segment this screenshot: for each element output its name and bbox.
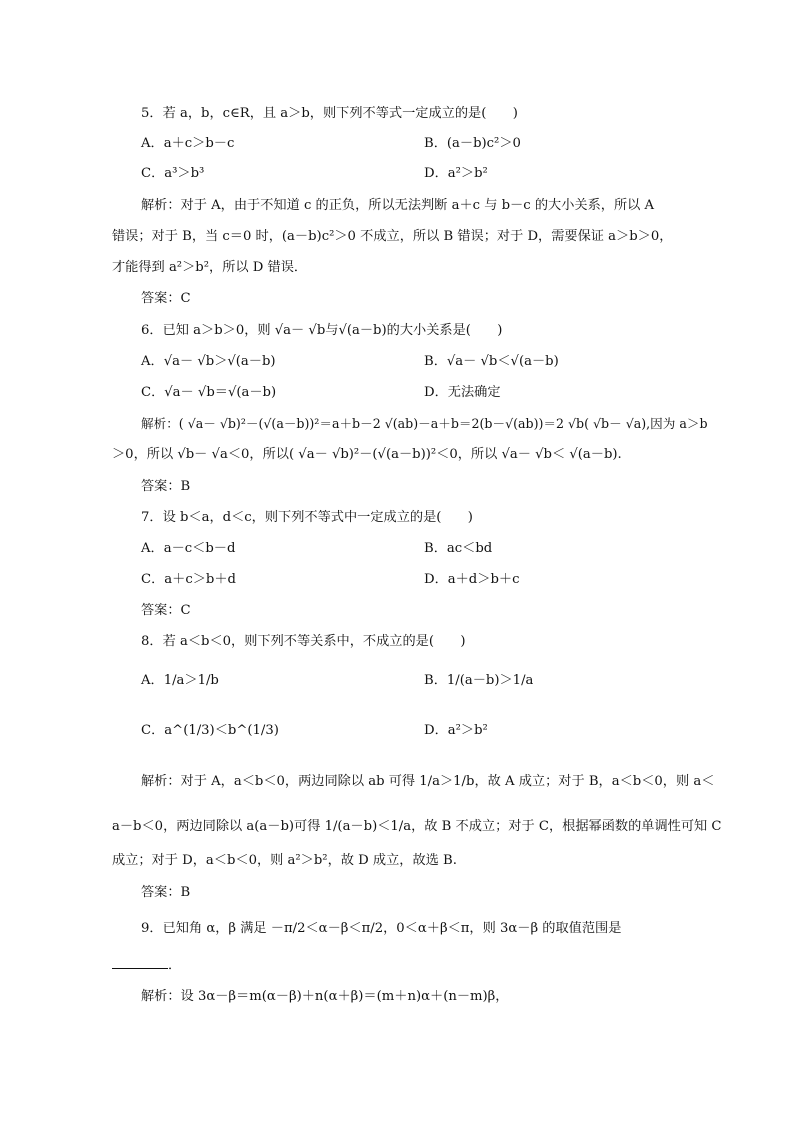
q8-stem: 8．若 a＜b＜0，则下列不等关系中，不成立的是( ) — [141, 634, 466, 649]
q8-option-c: C．a^(1/3)＜b^(1/3) — [141, 723, 279, 738]
q7-option-c: C．a＋c＞b＋d — [141, 572, 236, 587]
q9-period: ． — [168, 958, 182, 973]
q6-option-a: A．√a－ √b＞√(a－b) — [141, 354, 276, 369]
q6-analysis-line-1: 解析：( √a－ √b)²－(√(a－b))²＝a＋b－2 √(ab)－a＋b＝2(b－√(ab))＝2 √b( √b－ √a),因为 a＞b — [141, 416, 708, 431]
q5-option-b: B．(a－b)c²＞0 — [424, 136, 521, 151]
q6-answer: 答案：B — [141, 479, 191, 494]
q5-option-d: D．a²＞b² — [424, 166, 488, 181]
q5-analysis-line-2: 错误；对于 B，当 c＝0 时，(a－b)c²＞0 不成立，所以 B 错误；对于 D，需要保证 a＞b＞0， — [112, 229, 673, 244]
q8-answer: 答案：B — [141, 885, 191, 900]
q5-option-a: A．a＋c＞b－c — [141, 136, 235, 151]
q8-analysis-line-3: 成立；对于 D，a＜b＜0，则 a²＞b²，故 D 成立，故选 B. — [112, 853, 457, 868]
q6-analysis-line-2: ＞0，所以 √b－ √a＜0，所以( √a－ √b)²－(√(a－b))²＜0，所以 √a－ √b＜ √(a－b). — [112, 447, 622, 462]
q6-option-c: C．√a－ √b＝√(a－b) — [141, 385, 277, 400]
q6-option-b: B．√a－ √b＜√(a－b) — [424, 354, 559, 369]
q6-stem: 6．已知 a＞b＞0，则 √a－ √b与√(a－b)的大小关系是( ) — [141, 323, 503, 338]
q7-stem: 7．设 b＜a，d＜c，则下列不等式中一定成立的是( ) — [141, 510, 473, 525]
q9-analysis-line-1: 解析：设 3α－β＝m(α－β)＋n(α＋β)＝(m＋n)α＋(n－m)β， — [141, 989, 509, 1004]
q5-analysis-line-3: 才能得到 a²＞b²，所以 D 错误． — [112, 260, 308, 275]
q9-stem-end — [112, 956, 181, 975]
q5-answer: 答案：C — [141, 291, 191, 306]
q8-analysis-line-1: 解析：对于 A，a＜b＜0，两边同除以 ab 可得 1/a＞1/b，故 A 成立；对于 B，a＜b＜0，则 a＜ — [141, 774, 715, 789]
q7-option-b: B．ac＜bd — [424, 541, 493, 556]
q5-stem: 5．若 a，b，c∈R，且 a＞b，则下列不等式一定成立的是( ) — [141, 106, 518, 121]
q5-analysis-line-1: 解析：对于 A，由于不知道 c 的正负，所以无法判断 a＋c 与 b－c 的大小关系，所以 A — [141, 198, 655, 213]
answer-blank — [112, 956, 168, 969]
q7-answer: 答案：C — [141, 603, 191, 618]
q7-option-a: A．a－c＜b－d — [141, 541, 236, 556]
q8-option-d: D．a²＞b² — [424, 723, 488, 738]
q7-option-d: D．a＋d＞b＋c — [424, 572, 520, 587]
q8-analysis-line-2: a－b＜0，两边同除以 a(a－b)可得 1/(a－b)＜1/a，故 B 不成立；对于 C，根据幂函数的单调性可知 C — [112, 819, 722, 834]
q6-option-d: D．无法确定 — [424, 385, 501, 400]
q9-stem: 9．已知角 α，β 满足 －π/2＜α－β＜π/2，0＜α＋β＜π，则 3α－β 的取值范围是 — [141, 921, 622, 936]
q8-option-b: B．1/(a－b)＞1/a — [424, 673, 534, 688]
q5-option-c: C．a³＞b³ — [141, 166, 205, 181]
q8-option-a: A．1/a＞1/b — [141, 673, 219, 688]
